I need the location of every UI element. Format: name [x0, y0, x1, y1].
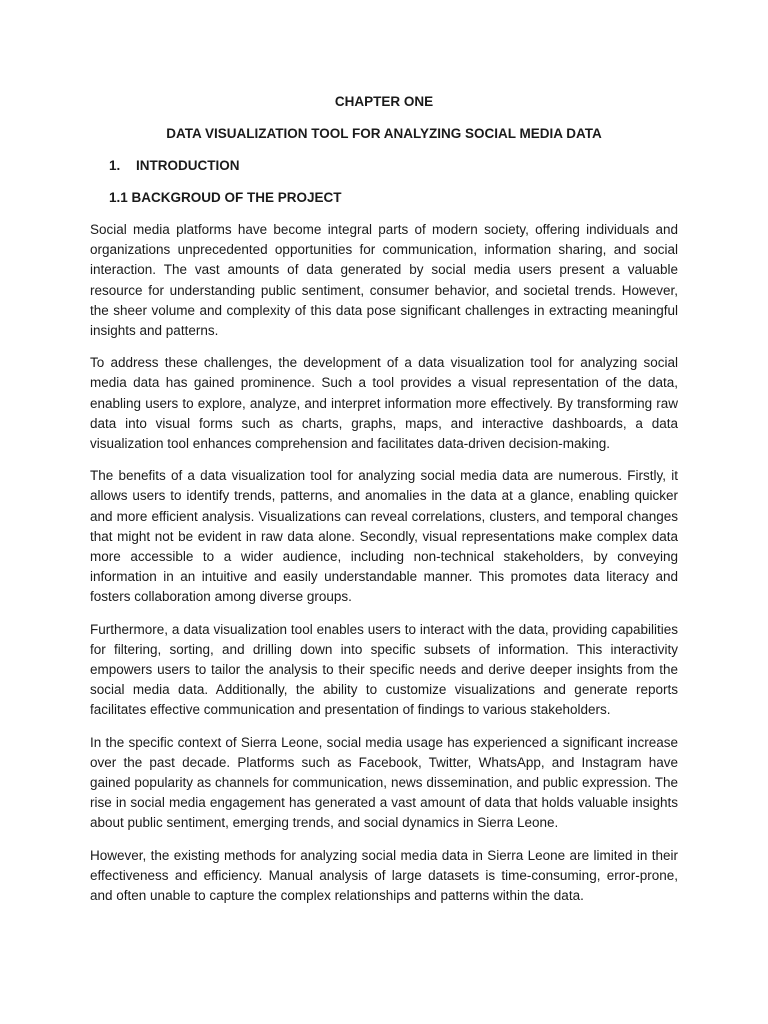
section-heading — [90, 156, 678, 176]
section-title: INTRODUCTION — [136, 158, 240, 173]
paragraph: In the specific context of Sierra Leone, social media usage has experienced a significant increase over the past decade. Platforms such as Facebook, Twitter, WhatsApp, and Instagram have gained popularity as channels for communication, news dissemination, and public expression. The rise in social media engagement has generated a vast amount of data that holds valuable insights about public sentiment, emerging trends, and social dynamics in Sierra Leone. — [90, 734, 678, 831]
paragraph: To address these challenges, the development of a data visualization tool for analyzing social media data has gained prominence. Such a tool provides a visual representation of the data, enabling users to explore, analyze, and interpret information more effectively. By transforming raw data into visual forms such as charts, graphs, maps, and interactive dashboards, a data visualization tool enhances comprehension and facilitates data-driven decision-making. — [90, 355, 678, 452]
document-title: DATA VISUALIZATION TOOL FOR ANALYZING SOCIAL MEDIA DATA — [166, 126, 602, 141]
page-content — [90, 92, 678, 906]
paragraph: Social media platforms have become integral parts of modern society, offering individuals and organizations unprecedented opportunities for communication, information sharing, and social interaction. The vast amounts of data generated by social media users present a valuable resource for understanding public sentiment, consumer behavior, and societal trends. However, the sheer volume and complexity of this data pose significant challenges in extracting meaningful insights and patterns. — [90, 222, 678, 339]
subsection-heading: 1.1 BACKGROUD OF THE PROJECT — [109, 190, 342, 205]
paragraph: Furthermore, a data visualization tool enables users to interact with the data, providing capabilities for filtering, sorting, and drilling down into specific subsets of information. This interactivity empowers users to tailor the analysis to their specific needs and derive deeper insights from the social media data. Additionally, the ability to customize visualizations and generate reports facilitates effective communication and presentation of findings to various stakeholders. — [90, 621, 678, 718]
chapter-heading: CHAPTER ONE — [334, 94, 434, 109]
paragraph: The benefits of a data visualization tool for analyzing social media data are numerous. Firstly, it allows users to identify trends, patterns, and anomalies in the data at a glance, enabling quicker and more efficient analysis. Visualizations can reveal correlations, clusters, and temporal changes that might not be evident in raw data alone. Secondly, visual representations make complex data more accessible to a wider audience, including non-technical stakeholders, by conveying information in an intuitive and easily understandable manner. This promotes data literacy and fosters collaboration among diverse groups. — [90, 468, 678, 605]
paragraph: However, the existing methods for analyzing social media data in Sierra Leone are limited in their effectiveness and efficiency. Manual analysis of large datasets is time-consuming, error-prone, and often unable to capture the complex relationships and patterns within the data. — [90, 847, 678, 904]
section-number: 1. — [109, 158, 121, 173]
